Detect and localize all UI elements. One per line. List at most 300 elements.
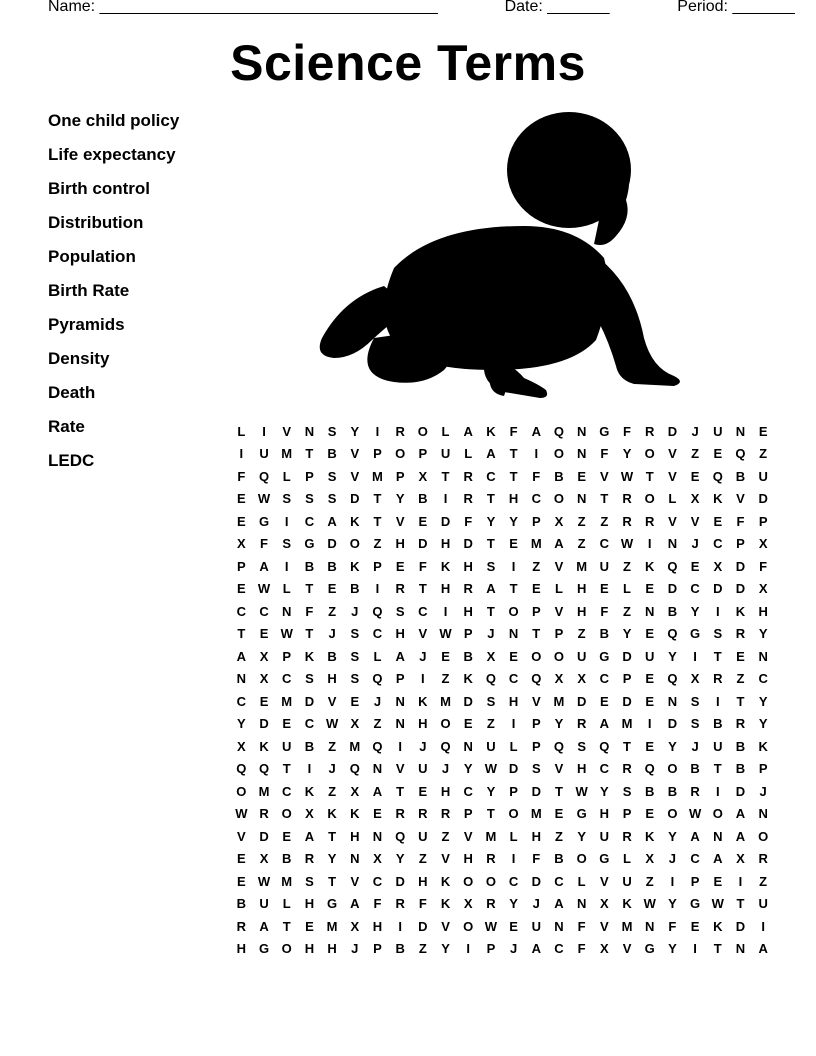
grid-letter[interactable]: I [738, 873, 743, 889]
grid-letter[interactable]: O [417, 423, 428, 439]
grid-letter[interactable]: B [713, 716, 723, 732]
grid-letter[interactable]: H [304, 896, 315, 912]
grid-letter[interactable]: E [690, 918, 700, 934]
grid-letter[interactable]: B [395, 941, 405, 957]
grid-letter[interactable]: D [395, 873, 405, 889]
grid-letter[interactable]: K [645, 828, 655, 844]
grid-letter[interactable]: X [350, 716, 360, 732]
grid-letter[interactable]: H [531, 828, 541, 844]
grid-letter[interactable]: E [713, 873, 723, 889]
grid-letter[interactable]: U [599, 828, 610, 844]
grid-letter[interactable]: M [440, 693, 451, 709]
grid-letter[interactable]: Z [486, 716, 495, 732]
grid-letter[interactable]: Z [577, 513, 586, 529]
grid-letter[interactable]: E [645, 738, 655, 754]
grid-letter[interactable]: C [554, 873, 564, 889]
grid-letter[interactable]: Y [577, 828, 586, 844]
grid-letter[interactable]: C [713, 536, 723, 552]
grid-letter[interactable]: R [735, 716, 746, 732]
grid-letter[interactable]: J [373, 693, 382, 709]
grid-letter[interactable]: K [350, 558, 360, 574]
grid-letter[interactable]: O [281, 806, 292, 822]
grid-letter[interactable]: B [645, 783, 655, 799]
grid-letter[interactable]: L [282, 468, 291, 484]
grid-letter[interactable]: Z [441, 828, 450, 844]
grid-letter[interactable]: J [691, 423, 699, 439]
grid-letter[interactable]: N [304, 423, 315, 439]
grid-letter[interactable]: T [305, 626, 314, 642]
grid-letter[interactable]: Q [599, 738, 610, 754]
grid-letter[interactable]: Z [736, 671, 745, 687]
grid-letter[interactable]: A [554, 896, 564, 912]
grid-letter[interactable]: Y [486, 783, 496, 799]
grid-letter[interactable]: L [464, 446, 473, 462]
grid-letter[interactable]: B [690, 761, 700, 777]
grid-letter[interactable]: P [418, 446, 428, 462]
grid-letter[interactable]: V [350, 873, 360, 889]
grid-letter[interactable]: T [486, 603, 495, 619]
grid-letter[interactable]: K [418, 693, 428, 709]
grid-letter[interactable]: T [328, 828, 337, 844]
grid-letter[interactable]: T [713, 941, 722, 957]
grid-letter[interactable]: Q [667, 558, 678, 574]
grid-letter[interactable]: D [735, 783, 746, 799]
grid-letter[interactable]: E [237, 491, 246, 507]
grid-letter[interactable]: C [508, 671, 519, 687]
grid-letter[interactable]: Q [440, 738, 451, 754]
grid-letter[interactable]: D [713, 581, 723, 597]
grid-letter[interactable]: Y [668, 828, 677, 844]
grid-letter[interactable]: J [419, 648, 427, 664]
grid-letter[interactable]: E [237, 581, 246, 597]
grid-letter[interactable]: C [304, 716, 315, 732]
grid-letter[interactable]: R [622, 513, 632, 529]
grid-letter[interactable]: H [418, 716, 428, 732]
grid-letter[interactable]: J [759, 783, 767, 799]
grid-letter[interactable]: W [688, 806, 702, 822]
grid-letter[interactable]: N [554, 918, 564, 934]
grid-letter[interactable]: U [486, 738, 496, 754]
grid-letter[interactable]: Y [441, 941, 450, 957]
grid-letter[interactable]: L [373, 648, 382, 664]
grid-letter[interactable]: X [600, 941, 609, 957]
grid-letter[interactable]: R [576, 716, 587, 732]
grid-letter[interactable]: L [441, 423, 450, 439]
grid-letter[interactable]: E [509, 648, 518, 664]
grid-letter[interactable]: Q [349, 761, 360, 777]
grid-letter[interactable]: Z [691, 446, 700, 462]
grid-letter[interactable]: K [645, 558, 655, 574]
grid-letter[interactable]: P [373, 941, 382, 957]
grid-letter[interactable]: C [372, 873, 383, 889]
grid-letter[interactable]: R [713, 671, 723, 687]
grid-letter[interactable]: Q [372, 603, 383, 619]
grid-letter[interactable]: E [509, 918, 518, 934]
grid-letter[interactable]: C [690, 581, 700, 597]
grid-letter[interactable]: U [418, 828, 428, 844]
grid-letter[interactable]: C [282, 783, 292, 799]
grid-letter[interactable]: E [645, 693, 655, 709]
grid-letter[interactable]: X [554, 671, 564, 687]
grid-letter[interactable]: C [486, 468, 496, 484]
grid-letter[interactable]: F [532, 468, 541, 484]
grid-letter[interactable]: N [758, 648, 768, 664]
grid-letter[interactable]: F [509, 423, 518, 439]
grid-letter[interactable]: N [576, 896, 587, 912]
grid-letter[interactable]: D [531, 873, 541, 889]
grid-letter[interactable]: U [531, 918, 541, 934]
grid-letter[interactable]: M [281, 693, 293, 709]
grid-letter[interactable]: V [600, 918, 609, 934]
grid-letter[interactable]: Q [553, 738, 565, 754]
grid-letter[interactable]: P [282, 648, 292, 664]
grid-letter[interactable]: K [713, 918, 723, 934]
grid-letter[interactable]: T [509, 581, 518, 597]
grid-letter[interactable]: G [599, 423, 610, 439]
grid-letter[interactable]: J [487, 626, 495, 642]
grid-letter[interactable]: W [325, 716, 339, 732]
grid-letter[interactable]: H [599, 806, 610, 822]
grid-letter[interactable]: T [509, 446, 518, 462]
grid-letter[interactable]: E [736, 648, 745, 664]
grid-letter[interactable]: D [735, 918, 746, 934]
grid-letter[interactable]: P [531, 716, 541, 732]
grid-letter[interactable]: D [667, 716, 678, 732]
grid-letter[interactable]: E [418, 783, 428, 799]
grid-letter[interactable]: A [690, 828, 700, 844]
grid-letter[interactable]: I [443, 491, 448, 507]
date-field[interactable]: _______ [547, 0, 610, 15]
grid-letter[interactable]: F [600, 603, 609, 619]
grid-letter[interactable]: Y [758, 626, 768, 642]
grid-letter[interactable]: V [441, 918, 450, 934]
grid-letter[interactable]: A [350, 896, 360, 912]
grid-letter[interactable]: W [620, 536, 634, 552]
grid-letter[interactable]: N [576, 491, 587, 507]
grid-letter[interactable]: Q [667, 671, 678, 687]
grid-letter[interactable]: A [735, 828, 746, 844]
grid-letter[interactable]: J [351, 941, 359, 957]
grid-letter[interactable]: D [463, 693, 473, 709]
grid-letter[interactable]: P [237, 558, 246, 574]
grid-letter[interactable]: F [418, 896, 427, 912]
grid-letter[interactable]: X [577, 671, 586, 687]
grid-letter[interactable]: M [372, 468, 383, 484]
grid-letter[interactable]: G [690, 626, 701, 642]
grid-letter[interactable]: F [305, 603, 314, 619]
grid-letter[interactable]: R [440, 806, 451, 822]
grid-letter[interactable]: U [758, 468, 768, 484]
grid-letter[interactable]: O [712, 806, 723, 822]
grid-letter[interactable]: A [395, 648, 405, 664]
grid-letter[interactable]: D [304, 693, 315, 709]
grid-letter[interactable]: E [259, 693, 269, 709]
grid-letter[interactable]: Y [690, 603, 700, 619]
grid-letter[interactable]: P [736, 536, 745, 552]
grid-letter[interactable]: X [554, 513, 564, 529]
grid-letter[interactable]: P [531, 738, 541, 754]
grid-letter[interactable]: E [237, 513, 246, 529]
grid-letter[interactable]: K [350, 806, 360, 822]
grid-letter[interactable]: C [259, 603, 269, 619]
grid-letter[interactable]: B [667, 603, 678, 619]
grid-letter[interactable]: M [530, 806, 542, 822]
grid-letter[interactable]: R [418, 806, 428, 822]
grid-letter[interactable]: X [600, 896, 609, 912]
grid-letter[interactable]: K [440, 896, 451, 912]
grid-letter[interactable]: Y [668, 941, 677, 957]
grid-letter[interactable]: B [304, 738, 315, 754]
grid-letter[interactable]: U [259, 446, 269, 462]
grid-letter[interactable]: F [260, 536, 268, 552]
grid-letter[interactable]: S [531, 761, 541, 777]
grid-letter[interactable]: U [645, 648, 655, 664]
grid-letter[interactable]: D [667, 581, 678, 597]
grid-letter[interactable]: A [713, 851, 723, 867]
grid-letter[interactable]: Z [623, 558, 631, 574]
grid-letter[interactable]: V [395, 761, 405, 777]
grid-letter[interactable]: A [486, 581, 496, 597]
grid-letter[interactable]: D [576, 693, 587, 709]
grid-letter[interactable]: P [463, 626, 473, 642]
grid-letter[interactable]: Q [553, 423, 565, 439]
grid-letter[interactable]: Y [486, 513, 496, 529]
grid-letter[interactable]: A [486, 446, 496, 462]
grid-letter[interactable]: X [486, 648, 496, 664]
grid-letter[interactable]: E [305, 918, 314, 934]
grid-letter[interactable]: S [305, 873, 314, 889]
grid-letter[interactable]: E [645, 581, 655, 597]
grid-letter[interactable]: D [735, 558, 746, 574]
grid-letter[interactable]: C [304, 513, 315, 529]
grid-letter[interactable]: N [236, 671, 247, 687]
grid-letter[interactable]: W [484, 918, 498, 934]
grid-letter[interactable]: V [600, 873, 609, 889]
grid-letter[interactable]: X [350, 918, 360, 934]
grid-letter[interactable]: S [690, 716, 700, 732]
grid-letter[interactable]: Y [463, 761, 473, 777]
grid-letter[interactable]: B [327, 558, 337, 574]
grid-letter[interactable]: K [486, 423, 496, 439]
grid-letter[interactable]: Z [328, 603, 337, 619]
grid-letter[interactable]: X [305, 806, 314, 822]
grid-letter[interactable]: I [511, 716, 516, 732]
grid-letter[interactable]: R [259, 806, 269, 822]
grid-letter[interactable]: N [463, 738, 473, 754]
grid-letter[interactable]: D [622, 648, 632, 664]
grid-letter[interactable]: K [304, 783, 315, 799]
grid-letter[interactable]: P [690, 873, 700, 889]
grid-letter[interactable]: M [621, 918, 633, 934]
grid-letter[interactable]: C [758, 671, 768, 687]
grid-letter[interactable]: Y [395, 851, 405, 867]
grid-letter[interactable]: V [554, 558, 564, 574]
grid-letter[interactable]: R [395, 896, 405, 912]
grid-letter[interactable]: E [282, 828, 292, 844]
grid-letter[interactable]: H [327, 941, 337, 957]
grid-letter[interactable]: R [463, 581, 473, 597]
grid-letter[interactable]: O [644, 491, 655, 507]
grid-letter[interactable]: W [711, 896, 724, 912]
grid-letter[interactable]: C [236, 693, 247, 709]
grid-letter[interactable]: B [236, 896, 247, 912]
grid-letter[interactable]: O [553, 491, 565, 507]
grid-letter[interactable]: X [418, 468, 428, 484]
grid-letter[interactable]: M [258, 783, 270, 799]
grid-letter[interactable]: E [645, 626, 655, 642]
grid-letter[interactable]: I [670, 873, 675, 889]
grid-letter[interactable]: L [623, 851, 631, 867]
grid-letter[interactable]: N [735, 941, 746, 957]
grid-letter[interactable]: S [486, 558, 496, 574]
grid-letter[interactable]: I [262, 423, 266, 439]
grid-letter[interactable]: R [395, 806, 405, 822]
grid-letter[interactable]: N [645, 918, 655, 934]
grid-letter[interactable]: Q [372, 738, 383, 754]
grid-letter[interactable]: Q [712, 468, 723, 484]
grid-letter[interactable]: A [372, 783, 383, 799]
grid-letter[interactable]: Y [622, 626, 632, 642]
grid-letter[interactable]: D [327, 536, 337, 552]
grid-letter[interactable]: S [577, 738, 586, 754]
grid-letter[interactable]: E [395, 558, 405, 574]
grid-letter[interactable]: N [395, 716, 405, 732]
grid-letter[interactable]: R [463, 468, 473, 484]
grid-letter[interactable]: O [236, 783, 247, 799]
grid-letter[interactable]: T [736, 693, 745, 709]
grid-letter[interactable]: D [259, 828, 269, 844]
grid-letter[interactable]: V [690, 513, 700, 529]
grid-letter[interactable]: H [758, 603, 768, 619]
grid-letter[interactable]: D [622, 693, 632, 709]
grid-letter[interactable]: I [375, 423, 380, 439]
grid-letter[interactable]: O [667, 806, 678, 822]
grid-letter[interactable]: F [623, 423, 631, 439]
grid-letter[interactable]: A [259, 558, 269, 574]
grid-letter[interactable]: Z [328, 783, 337, 799]
grid-letter[interactable]: R [645, 513, 655, 529]
grid-letter[interactable]: I [715, 693, 720, 709]
grid-letter[interactable]: Y [622, 446, 632, 462]
grid-letter[interactable]: Y [668, 738, 677, 754]
grid-letter[interactable]: M [349, 738, 361, 754]
grid-letter[interactable]: D [418, 536, 428, 552]
grid-letter[interactable]: D [735, 581, 746, 597]
grid-letter[interactable]: X [259, 648, 269, 664]
grid-letter[interactable]: S [327, 491, 337, 507]
grid-letter[interactable]: H [463, 558, 473, 574]
grid-letter[interactable]: A [463, 423, 473, 439]
grid-letter[interactable]: Y [237, 716, 246, 732]
grid-letter[interactable]: S [690, 693, 700, 709]
grid-letter[interactable]: Z [577, 536, 586, 552]
grid-letter[interactable]: L [282, 896, 291, 912]
grid-letter[interactable]: B [554, 468, 564, 484]
grid-letter[interactable]: Y [509, 896, 518, 912]
grid-letter[interactable]: P [531, 603, 541, 619]
grid-letter[interactable]: B [350, 581, 360, 597]
grid-letter[interactable]: T [645, 468, 654, 484]
grid-letter[interactable]: Z [623, 603, 631, 619]
grid-letter[interactable]: Z [554, 828, 563, 844]
grid-letter[interactable]: Q [258, 468, 270, 484]
grid-letter[interactable]: X [259, 671, 269, 687]
grid-letter[interactable]: T [486, 806, 495, 822]
grid-letter[interactable]: S [282, 491, 292, 507]
grid-letter[interactable]: X [758, 581, 768, 597]
grid-letter[interactable]: Q [372, 671, 383, 687]
grid-letter[interactable]: L [509, 738, 518, 754]
grid-letter[interactable]: A [531, 941, 541, 957]
grid-letter[interactable]: X [736, 851, 745, 867]
grid-letter[interactable]: P [373, 446, 382, 462]
grid-letter[interactable]: J [351, 603, 359, 619]
grid-letter[interactable]: I [398, 738, 402, 754]
grid-letter[interactable]: E [531, 581, 541, 597]
grid-letter[interactable]: I [421, 671, 425, 687]
grid-letter[interactable]: H [395, 536, 405, 552]
grid-letter[interactable]: F [532, 851, 541, 867]
grid-letter[interactable]: P [758, 513, 768, 529]
grid-letter[interactable]: B [327, 446, 337, 462]
grid-letter[interactable]: Z [418, 851, 427, 867]
grid-letter[interactable]: R [622, 761, 632, 777]
grid-letter[interactable]: I [375, 581, 380, 597]
grid-letter[interactable]: O [758, 828, 769, 844]
grid-letter[interactable]: X [350, 783, 360, 799]
grid-letter[interactable]: D [508, 761, 519, 777]
grid-letter[interactable]: B [463, 648, 473, 664]
grid-letter[interactable]: Q [258, 761, 270, 777]
grid-letter[interactable]: V [531, 693, 541, 709]
grid-letter[interactable]: Y [600, 783, 609, 799]
grid-letter[interactable]: T [713, 648, 722, 664]
grid-letter[interactable]: X [690, 491, 700, 507]
grid-letter[interactable]: P [305, 468, 314, 484]
grid-letter[interactable]: K [350, 513, 360, 529]
grid-letter[interactable]: P [758, 761, 768, 777]
grid-letter[interactable]: N [350, 851, 360, 867]
grid-letter[interactable]: U [713, 423, 723, 439]
grid-letter[interactable]: Y [350, 423, 360, 439]
grid-letter[interactable]: H [508, 491, 519, 507]
grid-letter[interactable]: V [463, 828, 473, 844]
grid-letter[interactable]: P [395, 468, 405, 484]
grid-letter[interactable]: R [304, 851, 315, 867]
grid-letter[interactable]: S [395, 603, 405, 619]
grid-letter[interactable]: J [419, 738, 427, 754]
grid-letter[interactable]: S [327, 423, 337, 439]
grid-letter[interactable]: K [758, 738, 768, 754]
grid-letter[interactable]: E [282, 716, 292, 732]
grid-letter[interactable]: R [690, 783, 700, 799]
grid-letter[interactable]: X [758, 536, 768, 552]
grid-letter[interactable]: E [690, 468, 700, 484]
grid-letter[interactable]: X [713, 558, 723, 574]
grid-letter[interactable]: H [418, 873, 428, 889]
grid-letter[interactable]: Z [645, 873, 654, 889]
grid-letter[interactable]: T [305, 581, 314, 597]
grid-letter[interactable]: D [259, 716, 269, 732]
grid-letter[interactable]: H [350, 828, 360, 844]
grid-letter[interactable]: Y [758, 716, 768, 732]
grid-letter[interactable]: K [440, 873, 451, 889]
grid-letter[interactable]: G [576, 806, 587, 822]
grid-letter[interactable]: L [509, 828, 518, 844]
grid-letter[interactable]: P [463, 806, 473, 822]
grid-letter[interactable]: R [645, 423, 655, 439]
grid-letter[interactable]: B [418, 491, 428, 507]
